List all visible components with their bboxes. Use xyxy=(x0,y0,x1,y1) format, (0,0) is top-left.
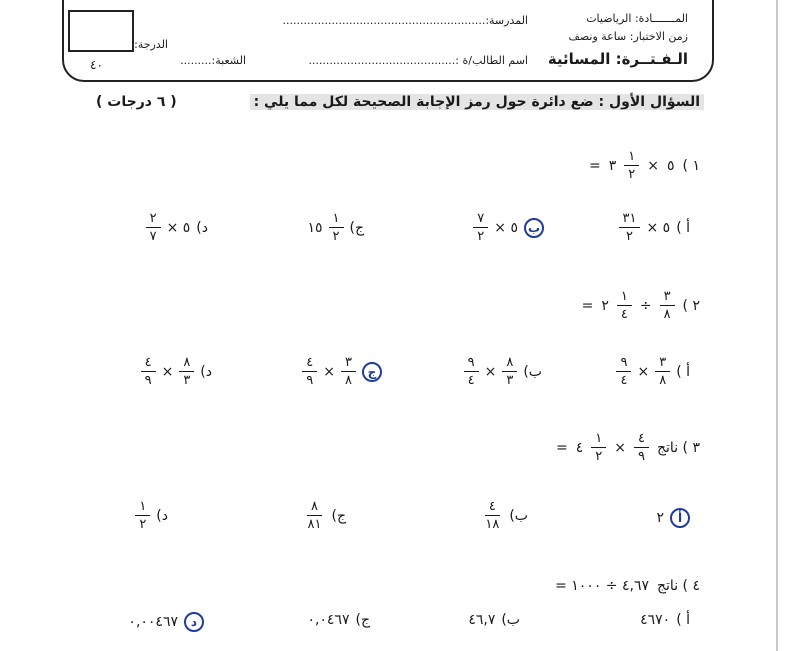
option-d xyxy=(128,612,204,632)
math-text: ٩ xyxy=(306,373,314,388)
option-c xyxy=(307,612,370,628)
math-text: ٤ xyxy=(575,439,584,456)
selected-answer-circle: ج xyxy=(362,362,382,382)
math-text: ٤٦,٧ xyxy=(468,612,496,628)
selected-answer-circle: د xyxy=(184,612,204,632)
option-a xyxy=(619,212,691,243)
math-text: أ ) xyxy=(676,612,690,628)
math-text: ٢ xyxy=(146,212,161,228)
item-number: ١ ) xyxy=(682,157,700,174)
math-text: ٣ xyxy=(506,373,514,388)
fraction xyxy=(617,290,632,321)
math-text: ٥ × xyxy=(646,219,671,236)
math-text: ٢ xyxy=(332,229,340,244)
item-4-stem xyxy=(555,578,700,594)
math-text: ٢ xyxy=(626,229,633,244)
fraction xyxy=(481,500,503,531)
math-text: ٣١ xyxy=(619,212,641,228)
math-text: ٩ xyxy=(638,449,645,464)
fraction xyxy=(655,356,670,387)
math-text: ٨ xyxy=(307,500,322,516)
math-text: ١ xyxy=(617,290,632,306)
fraction xyxy=(141,356,156,387)
fraction xyxy=(179,356,194,387)
question-score: ( ٦ درجات ) xyxy=(96,94,177,110)
math-text: ٤ xyxy=(302,356,317,372)
item-number: ٣ ) ناتج xyxy=(657,439,700,456)
option-b xyxy=(473,212,544,243)
fraction xyxy=(634,432,649,463)
page-edge xyxy=(776,0,778,651)
math-text: ٥ × xyxy=(494,219,518,236)
math-text: ٢ xyxy=(595,449,603,464)
math-text: ٩ xyxy=(616,356,631,372)
option-d xyxy=(135,500,168,531)
math-text: ٧ xyxy=(149,229,157,244)
math-text: ٩ xyxy=(464,356,479,372)
math-text: ٣ xyxy=(655,356,670,372)
fraction xyxy=(624,150,639,181)
grade-label: الدرجة: xyxy=(134,38,168,51)
math-text: ٣ xyxy=(660,290,675,306)
option-b xyxy=(464,356,542,387)
math-text: ٨ xyxy=(179,356,194,372)
selected-answer-circle: أ xyxy=(670,508,690,528)
math-text: ٨ xyxy=(659,373,667,388)
math-text: ÷ xyxy=(639,297,652,314)
math-text: ٣ xyxy=(341,356,356,372)
math-text: ٢ xyxy=(139,517,147,532)
math-text: ٢ xyxy=(628,167,636,182)
grade-box xyxy=(68,10,134,52)
fraction xyxy=(473,212,488,243)
math-text: ٢ xyxy=(601,297,609,314)
fraction xyxy=(146,212,161,243)
math-text: ٤,٦٧ ÷ ١٠٠٠ = xyxy=(555,578,649,594)
item-number: ٢ ) xyxy=(682,297,700,314)
math-text: × xyxy=(161,363,174,380)
option-b xyxy=(468,612,520,628)
math-text: = xyxy=(556,439,568,456)
math-text: أ ) xyxy=(676,219,690,236)
math-text: ب) xyxy=(501,612,520,628)
math-text: ٨ xyxy=(345,373,352,388)
option-d xyxy=(141,356,212,387)
option-c xyxy=(307,212,364,243)
math-text: أ ) xyxy=(676,363,690,380)
option-a xyxy=(616,356,690,387)
fraction xyxy=(502,356,517,387)
math-text: × xyxy=(484,363,497,380)
math-text: ٥ × xyxy=(166,219,191,236)
math-text: ٨ xyxy=(663,307,671,322)
fraction xyxy=(464,356,479,387)
fraction xyxy=(341,356,356,387)
option-a xyxy=(656,508,690,528)
fraction xyxy=(329,212,344,243)
option-b xyxy=(481,500,528,531)
math-text: ٠,٠٤٦٧ xyxy=(307,612,350,628)
math-text: ٤ xyxy=(620,373,628,388)
math-text: ١ xyxy=(624,150,639,166)
math-text: ب) xyxy=(509,507,528,524)
fraction xyxy=(304,500,326,531)
section-field: الشعبة:......... xyxy=(180,54,246,67)
math-text: ٢ xyxy=(656,510,664,526)
math-text: ٩ xyxy=(144,373,152,388)
math-text: د) xyxy=(156,507,168,524)
math-text: ٠,٠٠٤٦٧ xyxy=(128,614,178,630)
math-text: ٨١ xyxy=(307,517,322,532)
math-text: × xyxy=(647,157,660,174)
math-text: ١ xyxy=(329,212,344,228)
math-text: ٤ xyxy=(141,356,156,372)
math-text: ج) xyxy=(349,219,364,236)
math-text: ٤ xyxy=(620,307,628,322)
item-3-stem xyxy=(556,432,700,463)
grade-total: ٤٠ xyxy=(90,58,103,72)
math-text: ١ xyxy=(135,500,150,516)
item-2-stem xyxy=(582,290,700,321)
fraction xyxy=(619,212,641,243)
math-text: ج) xyxy=(331,507,346,524)
option-c xyxy=(304,500,346,531)
fraction xyxy=(135,500,150,531)
math-text: ١٨ xyxy=(485,517,500,532)
math-text: ١ xyxy=(591,432,606,448)
subject-label: المـــــــادة: الرياضيات xyxy=(586,12,688,25)
math-text: د) xyxy=(200,363,212,380)
math-text: ٤ xyxy=(634,432,649,448)
option-c xyxy=(302,356,382,387)
math-text: ٧ xyxy=(473,212,488,228)
item-number: ٤ ) ناتج xyxy=(657,578,700,594)
math-text: ٣ xyxy=(608,157,617,174)
fraction xyxy=(616,356,631,387)
math-text: ٥ xyxy=(667,157,675,174)
math-text: ٤ xyxy=(485,500,500,516)
math-text: × xyxy=(323,363,336,380)
math-text: ٤٦٧٠ xyxy=(640,612,671,628)
option-a xyxy=(640,612,690,628)
math-text: ج) xyxy=(355,612,370,628)
fraction xyxy=(660,290,675,321)
option-d xyxy=(146,212,208,243)
selected-answer-circle: ب xyxy=(524,218,544,238)
math-text: = xyxy=(581,297,594,314)
question-title: السؤال الأول : ضع دائرة حول رمز الإجابة الصحيحة لكل مما يلي : xyxy=(250,94,704,110)
fraction xyxy=(302,356,317,387)
math-text: ١٥ xyxy=(307,219,323,236)
math-text: ٣ xyxy=(183,373,191,388)
math-text: ٨ xyxy=(502,356,517,372)
item-1-stem xyxy=(589,150,700,181)
school-field: المدرسة:.......................................................... xyxy=(282,14,528,27)
student-name-field: اسم الطالب/ة :.......................................... xyxy=(308,54,528,67)
math-text: د) xyxy=(196,219,208,236)
fraction xyxy=(591,432,606,463)
math-text: × xyxy=(614,439,627,456)
math-text: ٤ xyxy=(467,373,475,388)
math-text: = xyxy=(589,157,601,174)
math-text: ٢ xyxy=(477,229,485,244)
duration-label: زمن الاختبار: ساعة ونصف xyxy=(568,30,688,43)
math-text: ب) xyxy=(523,363,542,380)
period-label: الـفـتــرة: المسائية xyxy=(547,50,688,68)
math-text: × xyxy=(637,363,650,380)
